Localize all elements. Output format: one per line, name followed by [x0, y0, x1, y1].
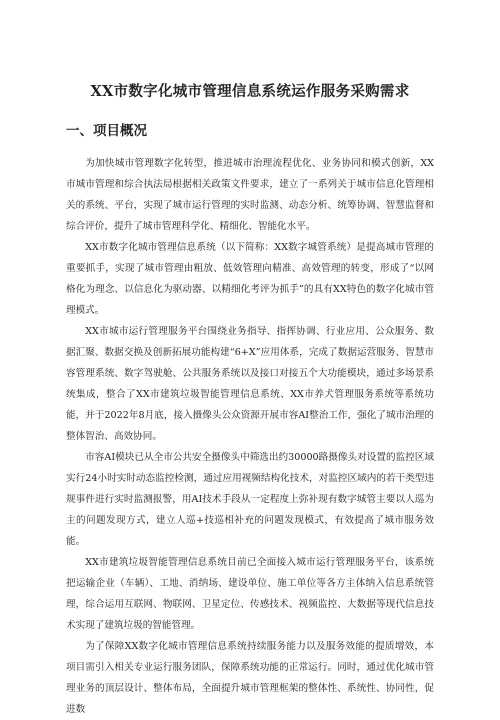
paragraph-2: XX市数字化城市管理信息系统（以下简称：XX数字城管系统）是提高城市管理的重要抓手，实现了城市管理由粗放、低效管理向精准、高效管理的转变，形成了“以网格化为理念、以信息化为驱动器、以精细化考评为抓手”的具有XX特色的数字化城市管理模式。	[66, 242, 434, 316]
paragraph-5: XX市建筑垃圾智能管理信息系统目前已全面接入城市运行管理服务平台，该系统把运输企业（车辆）、工地、消纳场、建设单位、施工单位等各方主体纳入信息系统管理，综合运用互联网、物联网、卫星定位、传感技术、视频监控、大数据等现代信息技术实现了建筑垃圾的智能管理。	[66, 557, 434, 631]
paragraph-6: 为了保障XX数字化城市管理信息系统持续服务能力以及服务效能的提质增效，本项目需引入相关专业运行服务团队，保障系统功能的正常运行。同时，通过优化城市管理业务的顶层设计、整体布局，全面提升城市管理框架的整体性、系统性、协同性，促进数	[66, 641, 434, 715]
paragraph-3: XX市城市运行管理服务平台围绕业务指导、指挥协调、行业应用、公众服务、数据汇聚、数据交换及创新拓展功能构建“6+X”应用体系，完成了数据运营服务、智慧市容管理系统、数字驾驶舱、公共服务系统以及接口对接五个大功能模块，通过多场景系统集成，整合了XX市建筑垃圾智能管理信息系统、XX市养犬管理服务系统等系统功能，并于2022年8月底，接入摄像头公众资源开展市容AI整治工作，强化了城市治理的整体智治、高效协同。	[66, 326, 434, 442]
document-title: XX市数字化城市管理信息系统运作服务采购需求	[90, 83, 410, 100]
paragraph-4: 市容AI模块已从全市公共安全摄像头中筛选出约30000路摄像头对设置的监控区域实行24小时实时动态监控检测，通过应用视频结构化技术，对监控区域内的若干类型违规事件进行实时监测报警，用AI技术手段从一定程度上弥补现有数字城管主要以人巡为主的问题发现方式，建立人巡+技巡相补充的问题发现模式，有效提高了城市服务效能。	[66, 452, 434, 547]
section-heading: 一、项目概况	[66, 123, 147, 139]
paragraph-1: 为加快城市管理数字化转型，推进城市治理流程优化、业务协同和模式创新，XX市城市管理和综合执法局根据相关政策文件要求，建立了一系列关于城市信息化管理相关的系统、平台，实现了城市运行管理的实时监测、动态分析、统筹协调、智慧监督和综合评价，提升了城市管理科学化、精细化、智能化水平。	[66, 158, 434, 232]
